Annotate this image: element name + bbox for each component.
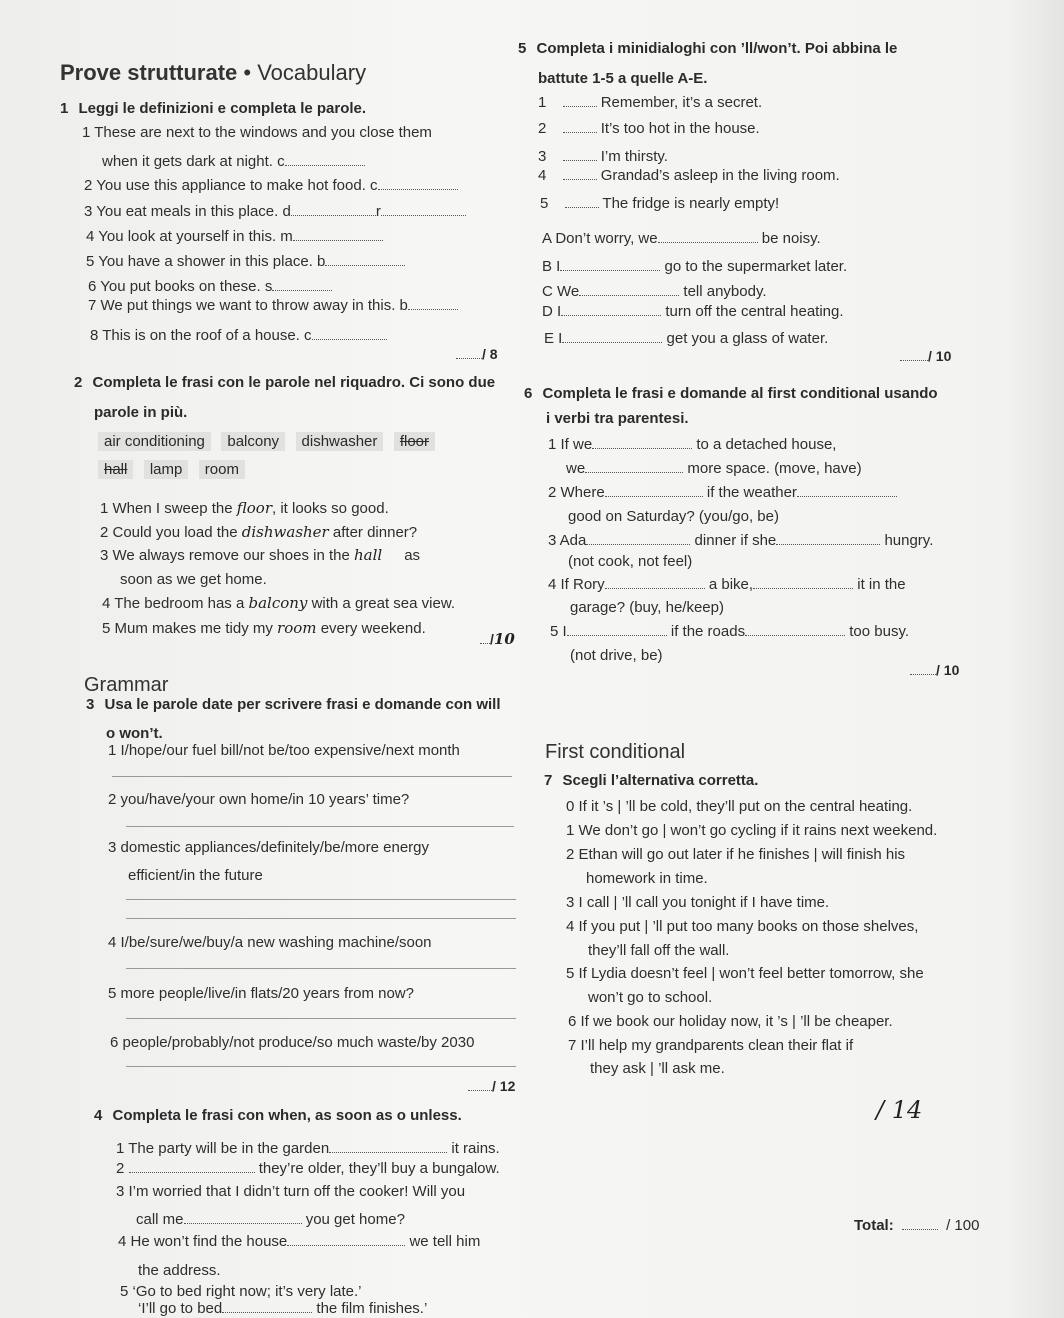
answer-line	[126, 899, 516, 900]
ex7-item-7: 7 I’ll help my grandparents clean their flat if	[568, 1037, 854, 1054]
ex6-heading-line2: i verbi tra parentesi.	[546, 410, 689, 427]
ex3-heading-line2: o won’t.	[106, 725, 163, 742]
ex3-heading	[86, 696, 501, 713]
ex3-item-2: 2 you/have/your own home/in 10 years’ time?	[108, 791, 410, 808]
ex6-item-5b: (not drive, be)	[570, 647, 663, 664]
ex7-heading-text: Scegli l’alternativa corretta.	[562, 772, 759, 789]
word-box-item: balcony	[221, 432, 285, 451]
ex6-item-5: 5 I if the roads too busy.	[550, 623, 910, 640]
ex3-score: / 12	[468, 1078, 515, 1094]
ex6-item-4: 4 If Rory a bike, it in the	[548, 576, 906, 593]
ex5-reply-e: E I get you a glass of water.	[544, 330, 829, 347]
ex7-item-2: 2 Ethan will go out later if he finishes | will finish his	[566, 846, 906, 863]
handwritten-answer: dishwasher	[241, 523, 329, 541]
ex6-item-1: 1 If we to a detached house,	[548, 436, 837, 453]
ex6-heading	[524, 385, 938, 402]
handwritten-answer: room	[277, 619, 317, 637]
ex7-item-6: 6 If we book our holiday now, it ’s | ’ll be cheaper.	[568, 1013, 893, 1030]
answer-line	[126, 1066, 516, 1067]
ex6-item-3: 3 Ada dinner if she hungry.	[548, 532, 934, 549]
handwritten-answer: floor	[236, 499, 272, 517]
ex7-item-3: 3 I call | ’ll call you tonight if I have time.	[566, 894, 830, 911]
handwritten-answer: balcony	[248, 594, 308, 612]
ex2-item-3: 3 We always remove our shoes in the hall as	[100, 546, 421, 564]
ex4-item-1: 1 The party will be in the garden it rains.	[116, 1140, 500, 1157]
total-score	[854, 1217, 979, 1234]
ex1-item-1b: when it gets dark at night. c	[102, 153, 365, 170]
ex7-item-2b: homework in time.	[586, 870, 708, 887]
ex2-item-1: 1 When I sweep the floor, it looks so good.	[100, 499, 389, 517]
word-box-item: room	[199, 460, 245, 479]
ex3-number: 3	[86, 696, 95, 713]
ex6-number: 6	[524, 385, 533, 402]
ex5-item-1: 1 Remember, it’s a secret.	[538, 94, 763, 111]
ex5-number: 5	[518, 40, 527, 57]
word-box-row-2	[98, 460, 251, 479]
ex5-reply-a: A Don’t worry, we be noisy.	[542, 230, 821, 247]
ex3-item-3: 3 domestic appliances/definitely/be/more energy	[108, 839, 430, 856]
word-box-item: air conditioning	[98, 432, 211, 451]
ex1-item-5: 5 You have a shower in this place. b	[86, 253, 405, 270]
ex2-item-2: 2 Could you load the dishwasher after dinner?	[100, 523, 418, 541]
ex7-item-4b: they’ll fall off the wall.	[588, 942, 730, 959]
ex1-item-6: 6 You put books on these. s	[88, 278, 332, 295]
section-grammar: Grammar	[84, 674, 169, 696]
page-edge-shadow	[1004, 0, 1064, 1318]
ex4-item-3b: call me you get home?	[136, 1211, 405, 1228]
ex4-number: 4	[94, 1107, 103, 1124]
ex2-score: /10	[480, 630, 515, 648]
ex1-item-2: 2 You use this appliance to make hot food. c	[84, 177, 458, 194]
ex5-score: / 10	[900, 348, 951, 364]
ex5-item-3: 3 I’m thirsty.	[538, 148, 668, 165]
title-sub: • Vocabulary	[243, 60, 367, 85]
word-box-row-1	[98, 432, 441, 451]
answer-line	[126, 968, 516, 969]
answer-line	[126, 1018, 516, 1019]
ex6-heading-line1: Completa le frasi e domande al first conditional usando	[542, 385, 938, 402]
word-box-item: lamp	[144, 460, 189, 479]
ex4-item-3: 3 I’m worried that I didn’t turn off the cooker! Will you	[116, 1183, 466, 1200]
ex1-item-1: 1 These are next to the windows and you close them	[82, 124, 432, 141]
ex3-item-1: 1 I/hope/our fuel bill/not be/too expensive/next month	[108, 742, 460, 759]
word-box-item: dishwasher	[296, 432, 384, 451]
ex2-item-4: 4 The bedroom has a balcony with a great sea view.	[102, 594, 456, 612]
ex3-item-6: 6 people/probably/not produce/so much waste/by 2030	[110, 1034, 475, 1051]
ex7-item-7b: they ask | ’ll ask me.	[590, 1060, 725, 1077]
ex2-heading-line1: Completa le frasi con le parole nel riquadro. Ci sono due	[92, 374, 496, 391]
page-title	[60, 60, 366, 86]
ex2-number: 2	[74, 374, 83, 391]
ex1-heading	[60, 100, 366, 117]
word-box-item-crossed: hall	[98, 460, 133, 479]
ex7-heading	[544, 772, 758, 789]
ex4-item-4b: the address.	[138, 1262, 221, 1279]
ex4-item-2: 2 they’re older, they’ll buy a bungalow.	[116, 1160, 500, 1177]
ex5-item-2: 2 It’s too hot in the house.	[538, 120, 760, 137]
ex1-item-4: 4 You look at yourself in this. m	[86, 228, 383, 245]
ex2-item-5: 5 Mum makes me tidy my room every weekend.	[102, 619, 426, 637]
total-label: Total:	[854, 1217, 894, 1234]
total-value: / 100	[946, 1217, 980, 1234]
ex1-number: 1	[60, 100, 69, 117]
answer-line	[126, 826, 514, 827]
ex3-item-3b: efficient/in the future	[128, 867, 263, 884]
ex7-item-5: 5 If Lydia doesn’t feel | won’t feel better tomorrow, she	[566, 965, 924, 982]
ex7-item-1: 1 We don’t go | won’t go cycling if it rains next weekend.	[566, 822, 938, 839]
ex6-item-2: 2 Where if the weather	[548, 484, 897, 501]
ex5-heading-line1: Completa i minidialoghi con ’ll/won’t. Poi abbina le	[536, 40, 898, 57]
ex5-item-4: 4 Grandad’s asleep in the living room.	[538, 167, 840, 184]
answer-line	[126, 918, 516, 919]
ex6-item-3b: (not cook, not feel)	[568, 553, 693, 570]
section-first-conditional: First conditional	[545, 741, 686, 763]
word-box-item-crossed: floor	[394, 432, 435, 451]
ex6-item-1b: we more space. (move, have)	[566, 460, 862, 477]
ex7-item-5b: won’t go to school.	[588, 989, 713, 1006]
ex5-reply-d: D I turn off the central heating.	[542, 303, 844, 320]
ex6-score: / 10	[910, 662, 959, 678]
ex2-heading	[74, 374, 495, 391]
ex3-item-4: 4 I/be/sure/we/buy/a new washing machine/soon	[108, 934, 432, 951]
ex2-heading-line2: parole in più.	[94, 404, 188, 421]
ex1-score: / 8	[456, 346, 498, 362]
ex1-item-3: 3 You eat meals in this place. d r	[84, 203, 466, 220]
ex4-heading-text: Completa le frasi con when, as soon as o unless.	[112, 1107, 462, 1124]
ex1-heading-text: Leggi le definizioni e completa le parole.	[78, 100, 367, 117]
ex4-item-5: 5 ‘Go to bed right now; it’s very late.’	[120, 1283, 362, 1300]
ex7-item-4: 4 If you put | ’ll put too many books on those shelves,	[566, 918, 919, 935]
title-main: Prove strutturate	[60, 60, 238, 85]
ex6-item-4b: garage? (buy, he/keep)	[570, 599, 724, 616]
ex2-item-3b: soon as we get home.	[120, 571, 267, 588]
ex1-item-8: 8 This is on the roof of a house. c	[90, 327, 387, 344]
ex7-item-0: 0 If it ’s | ’ll be cold, they’ll put on the central heating.	[566, 798, 913, 815]
ex4-item-4: 4 He won’t find the house we tell him	[118, 1233, 481, 1250]
ex1-item-7: 7 We put things we want to throw away in this. b	[88, 297, 458, 314]
ex5-reply-b: B I go to the supermarket later.	[542, 258, 848, 275]
ex6-item-2b: good on Saturday? (you/go, be)	[568, 508, 779, 525]
ex5-heading-line2: battute 1-5 a quelle A-E.	[538, 70, 708, 87]
ex5-heading	[518, 40, 897, 57]
ex3-heading-line1: Usa le parole date per scrivere frasi e domande con will	[104, 696, 501, 713]
ex3-item-5: 5 more people/live/in flats/20 years from now?	[108, 985, 414, 1002]
ex7-number: 7	[544, 772, 553, 789]
ex4-item-5b: ‘I’ll go to bed the film finishes.’	[138, 1300, 428, 1317]
ex7-score: / 14	[876, 1096, 923, 1124]
ex5-reply-c: C We tell anybody.	[542, 283, 767, 300]
ex5-item-5: 5 The fridge is nearly empty!	[540, 195, 780, 212]
handwritten-answer: hall	[354, 546, 383, 564]
answer-line	[112, 776, 512, 777]
ex4-heading	[94, 1107, 462, 1124]
